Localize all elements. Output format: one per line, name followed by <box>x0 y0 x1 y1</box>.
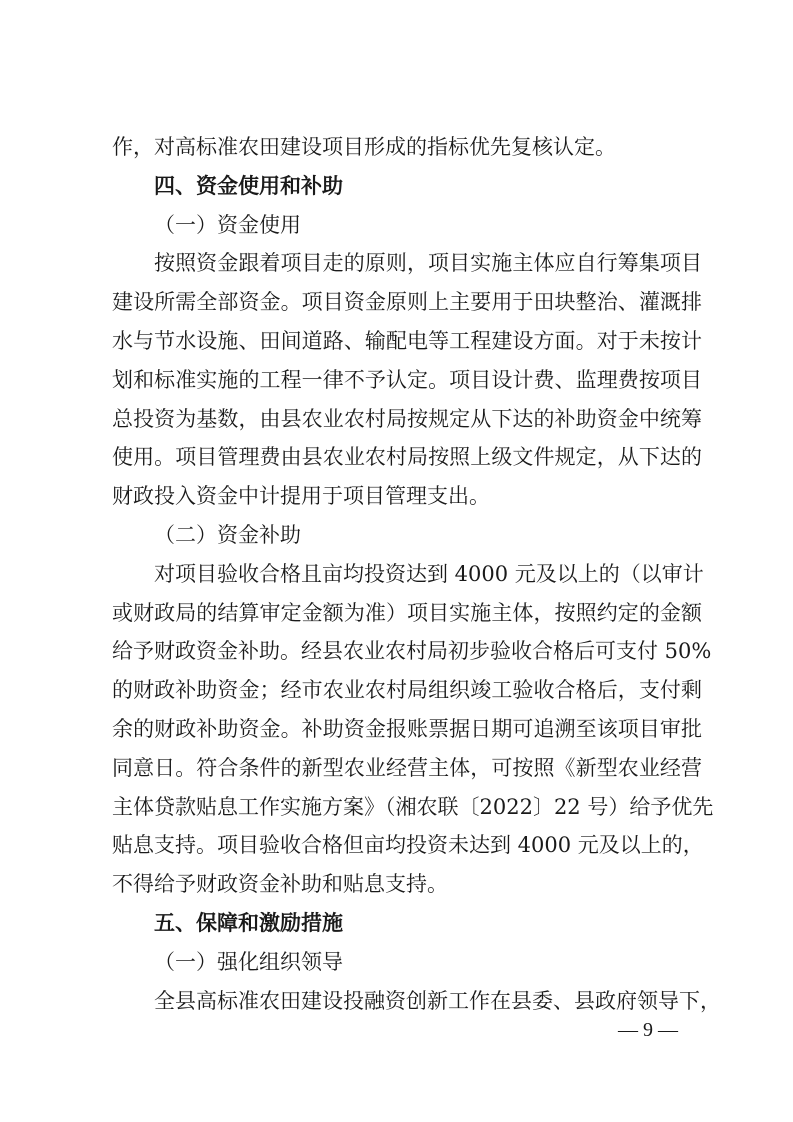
paragraph-line: 建设所需全部资金。项目资金原则上主要用于田块整治、灌溉排 <box>112 290 702 315</box>
paragraph-line: 使用。项目管理费由县农业农村局按照上级文件规定，从下达的 <box>112 445 702 470</box>
subsection-heading: （一）资金使用 <box>154 212 301 237</box>
section-heading: 五、保障和激励措施 <box>154 910 343 935</box>
document-body <box>112 128 721 1020</box>
paragraph-line: 总投资为基数，由县农业农村局按规定从下达的补助资金中统筹 <box>112 406 702 431</box>
paragraph-line: 财政投入资金中计提用于项目管理支出。 <box>112 484 490 509</box>
paragraph-line: 同意日。符合条件的新型农业经营主体，可按照《新型农业经营 <box>112 755 702 780</box>
subsection-heading: （一）强化组织领导 <box>154 949 343 974</box>
paragraph-line: 水与节水设施、田间道路、输配电等工程建设方面。对于未按计 <box>112 328 702 353</box>
paragraph-line: 余的财政补助资金。补助资金报账票据日期可追溯至该项目审批 <box>112 716 702 741</box>
paragraph-line: 划和标准实施的工程一律不予认定。项目设计费、监理费按项目 <box>112 367 702 392</box>
section-heading: 四、资金使用和补助 <box>154 173 343 198</box>
paragraph-line: 贴息支持。项目验收合格但亩均投资未达到 4000 元及以上的， <box>112 833 704 858</box>
paragraph-line: 或财政局的结算审定金额为准）项目实施主体，按照约定的金额 <box>112 600 702 625</box>
paragraph-line: 作，对高标准农田建设项目形成的指标优先复核认定。 <box>112 135 616 159</box>
subsection-heading: （二）资金补助 <box>154 522 301 547</box>
paragraph-line: 按照资金跟着项目走的原则，项目实施主体应自行筹集项目 <box>154 251 702 276</box>
paragraph-line: 主体贷款贴息工作实施方案》（湘农联〔2022〕22 号）给予优先 <box>112 794 714 819</box>
paragraph-line: 全县高标准农田建设投融资创新工作在县委、县政府领导下， <box>154 988 721 1013</box>
page-number: — 9 — <box>618 1019 678 1041</box>
paragraph-line: 给予财政资金补助。经县农业农村局初步验收合格后可支付 50% <box>112 639 712 664</box>
paragraph-line: 不得给予财政资金补助和贴息支持。 <box>112 872 448 897</box>
paragraph-line: 对项目验收合格且亩均投资达到 4000 元及以上的（以审计 <box>154 561 704 586</box>
paragraph-line: 的财政补助资金；经市农业农村局组织竣工验收合格后，支付剩 <box>112 678 702 703</box>
